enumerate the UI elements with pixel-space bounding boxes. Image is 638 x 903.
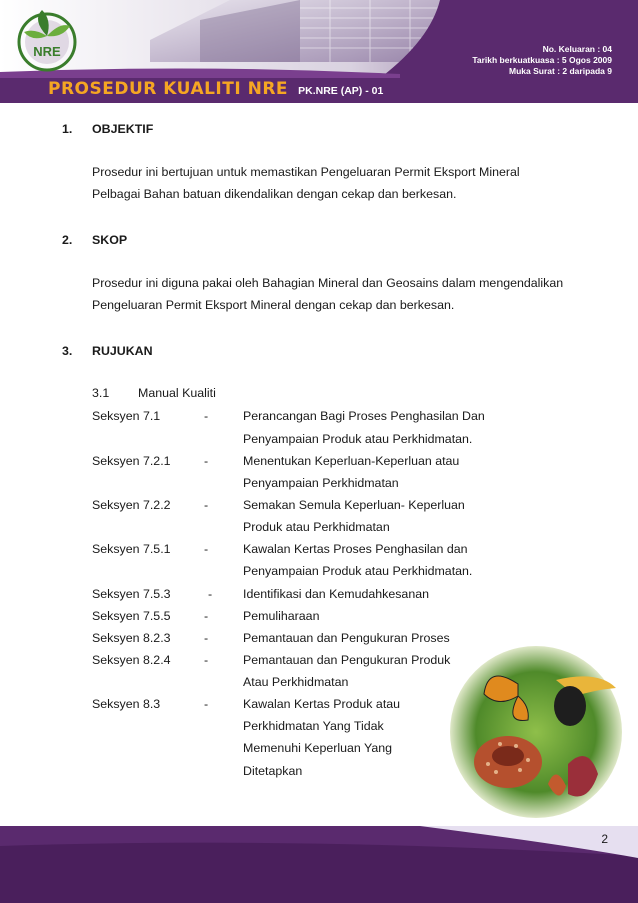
page-number: 2 bbox=[601, 832, 608, 846]
ref-description: Pemantauan dan Pengukuran Produk bbox=[243, 653, 451, 667]
nature-collage-image bbox=[448, 644, 624, 820]
section-number: 1. bbox=[62, 122, 73, 136]
ref-section: Seksyen 8.2.4 bbox=[92, 653, 171, 667]
paragraph-line: Pengeluaran Permit Eksport Mineral dengan cekap dan berkesan. bbox=[92, 298, 455, 312]
ref-section: Seksyen 7.5.1 bbox=[92, 542, 171, 556]
ref-dash: - bbox=[208, 587, 213, 601]
section-number: 2. bbox=[62, 233, 73, 247]
ref-description: Memenuhi Keperluan Yang bbox=[243, 741, 393, 755]
ref-dash: - bbox=[204, 454, 209, 468]
paragraph-line: Prosedur ini diguna pakai oleh Bahagian Mineral dan Geosains dalam mengendalikan bbox=[92, 276, 564, 290]
ref-section: Seksyen 7.2.2 bbox=[92, 498, 171, 512]
ref-description: Perancangan Bagi Proses Penghasilan Dan bbox=[243, 409, 485, 423]
ref-section: Seksyen 7.2.1 bbox=[92, 454, 171, 468]
section-heading-skop: SKOP bbox=[92, 233, 128, 247]
ref-dash: - bbox=[204, 409, 209, 423]
ref-description: Penyampaian Produk atau Perkhidmatan. bbox=[243, 432, 473, 446]
ref-dash: - bbox=[204, 653, 209, 667]
ref-description: Pemuliharaan bbox=[243, 609, 320, 623]
doc-code: PK.NRE (AP) - 01 bbox=[298, 85, 384, 97]
title-text: PROSEDUR KUALITI NRE bbox=[48, 79, 289, 99]
ref-description: Atau Perkhidmatan bbox=[243, 675, 349, 689]
subsection-number: 3.1 bbox=[92, 386, 110, 400]
ref-dash: - bbox=[204, 631, 209, 645]
ref-description: Semakan Semula Keperluan- Keperluan bbox=[243, 498, 465, 512]
ref-description: Ditetapkan bbox=[243, 764, 303, 778]
ref-description: Penyampaian Perkhidmatan bbox=[243, 476, 399, 490]
section-heading-objektif: OBJEKTIF bbox=[92, 122, 154, 136]
ref-section: Seksyen 7.5.3 bbox=[92, 587, 171, 601]
ref-dash: - bbox=[204, 498, 209, 512]
paragraph-line: Pelbagai Bahan batuan dikendalikan dengan cekap dan berkesan. bbox=[92, 187, 457, 201]
paragraph-line: Prosedur ini bertujuan untuk memastikan Pengeluaran Permit Eksport Mineral bbox=[92, 165, 520, 179]
ref-dash: - bbox=[204, 697, 209, 711]
footer-banner bbox=[0, 826, 638, 903]
ref-description: Penyampaian Produk atau Perkhidmatan. bbox=[243, 564, 473, 578]
ref-description: Pemantauan dan Pengukuran Proses bbox=[243, 631, 450, 645]
ref-description: Kawalan Kertas Produk atau bbox=[243, 697, 401, 711]
ref-section: Seksyen 8.2.3 bbox=[92, 631, 171, 645]
ref-dash: - bbox=[204, 609, 209, 623]
ref-dash: - bbox=[204, 542, 209, 556]
ref-section: Seksyen 7.1 bbox=[92, 409, 161, 423]
ref-section: Seksyen 8.3 bbox=[92, 697, 161, 711]
ref-description: Kawalan Kertas Proses Penghasilan dan bbox=[243, 542, 468, 556]
issue-number: No. Keluaran : 04 bbox=[542, 44, 612, 54]
ref-description: Produk atau Perkhidmatan bbox=[243, 520, 390, 534]
ref-section: Seksyen 7.5.5 bbox=[92, 609, 171, 623]
section-number: 3. bbox=[62, 344, 73, 358]
ref-description: Perkhidmatan Yang Tidak bbox=[243, 719, 384, 733]
logo-text: NRE bbox=[33, 44, 61, 59]
section-heading-rujukan: RUJUKAN bbox=[92, 344, 153, 358]
ref-description: Identifikasi dan Kemudahkesanan bbox=[243, 587, 429, 601]
effective-date: Tarikh berkuatkuasa : 5 Ogos 2009 bbox=[472, 55, 612, 65]
ref-description: Menentukan Keperluan-Keperluan atau bbox=[243, 454, 460, 468]
subsection-title: Manual Kualiti bbox=[138, 386, 216, 400]
page-of: Muka Surat : 2 daripada 9 bbox=[509, 66, 612, 76]
